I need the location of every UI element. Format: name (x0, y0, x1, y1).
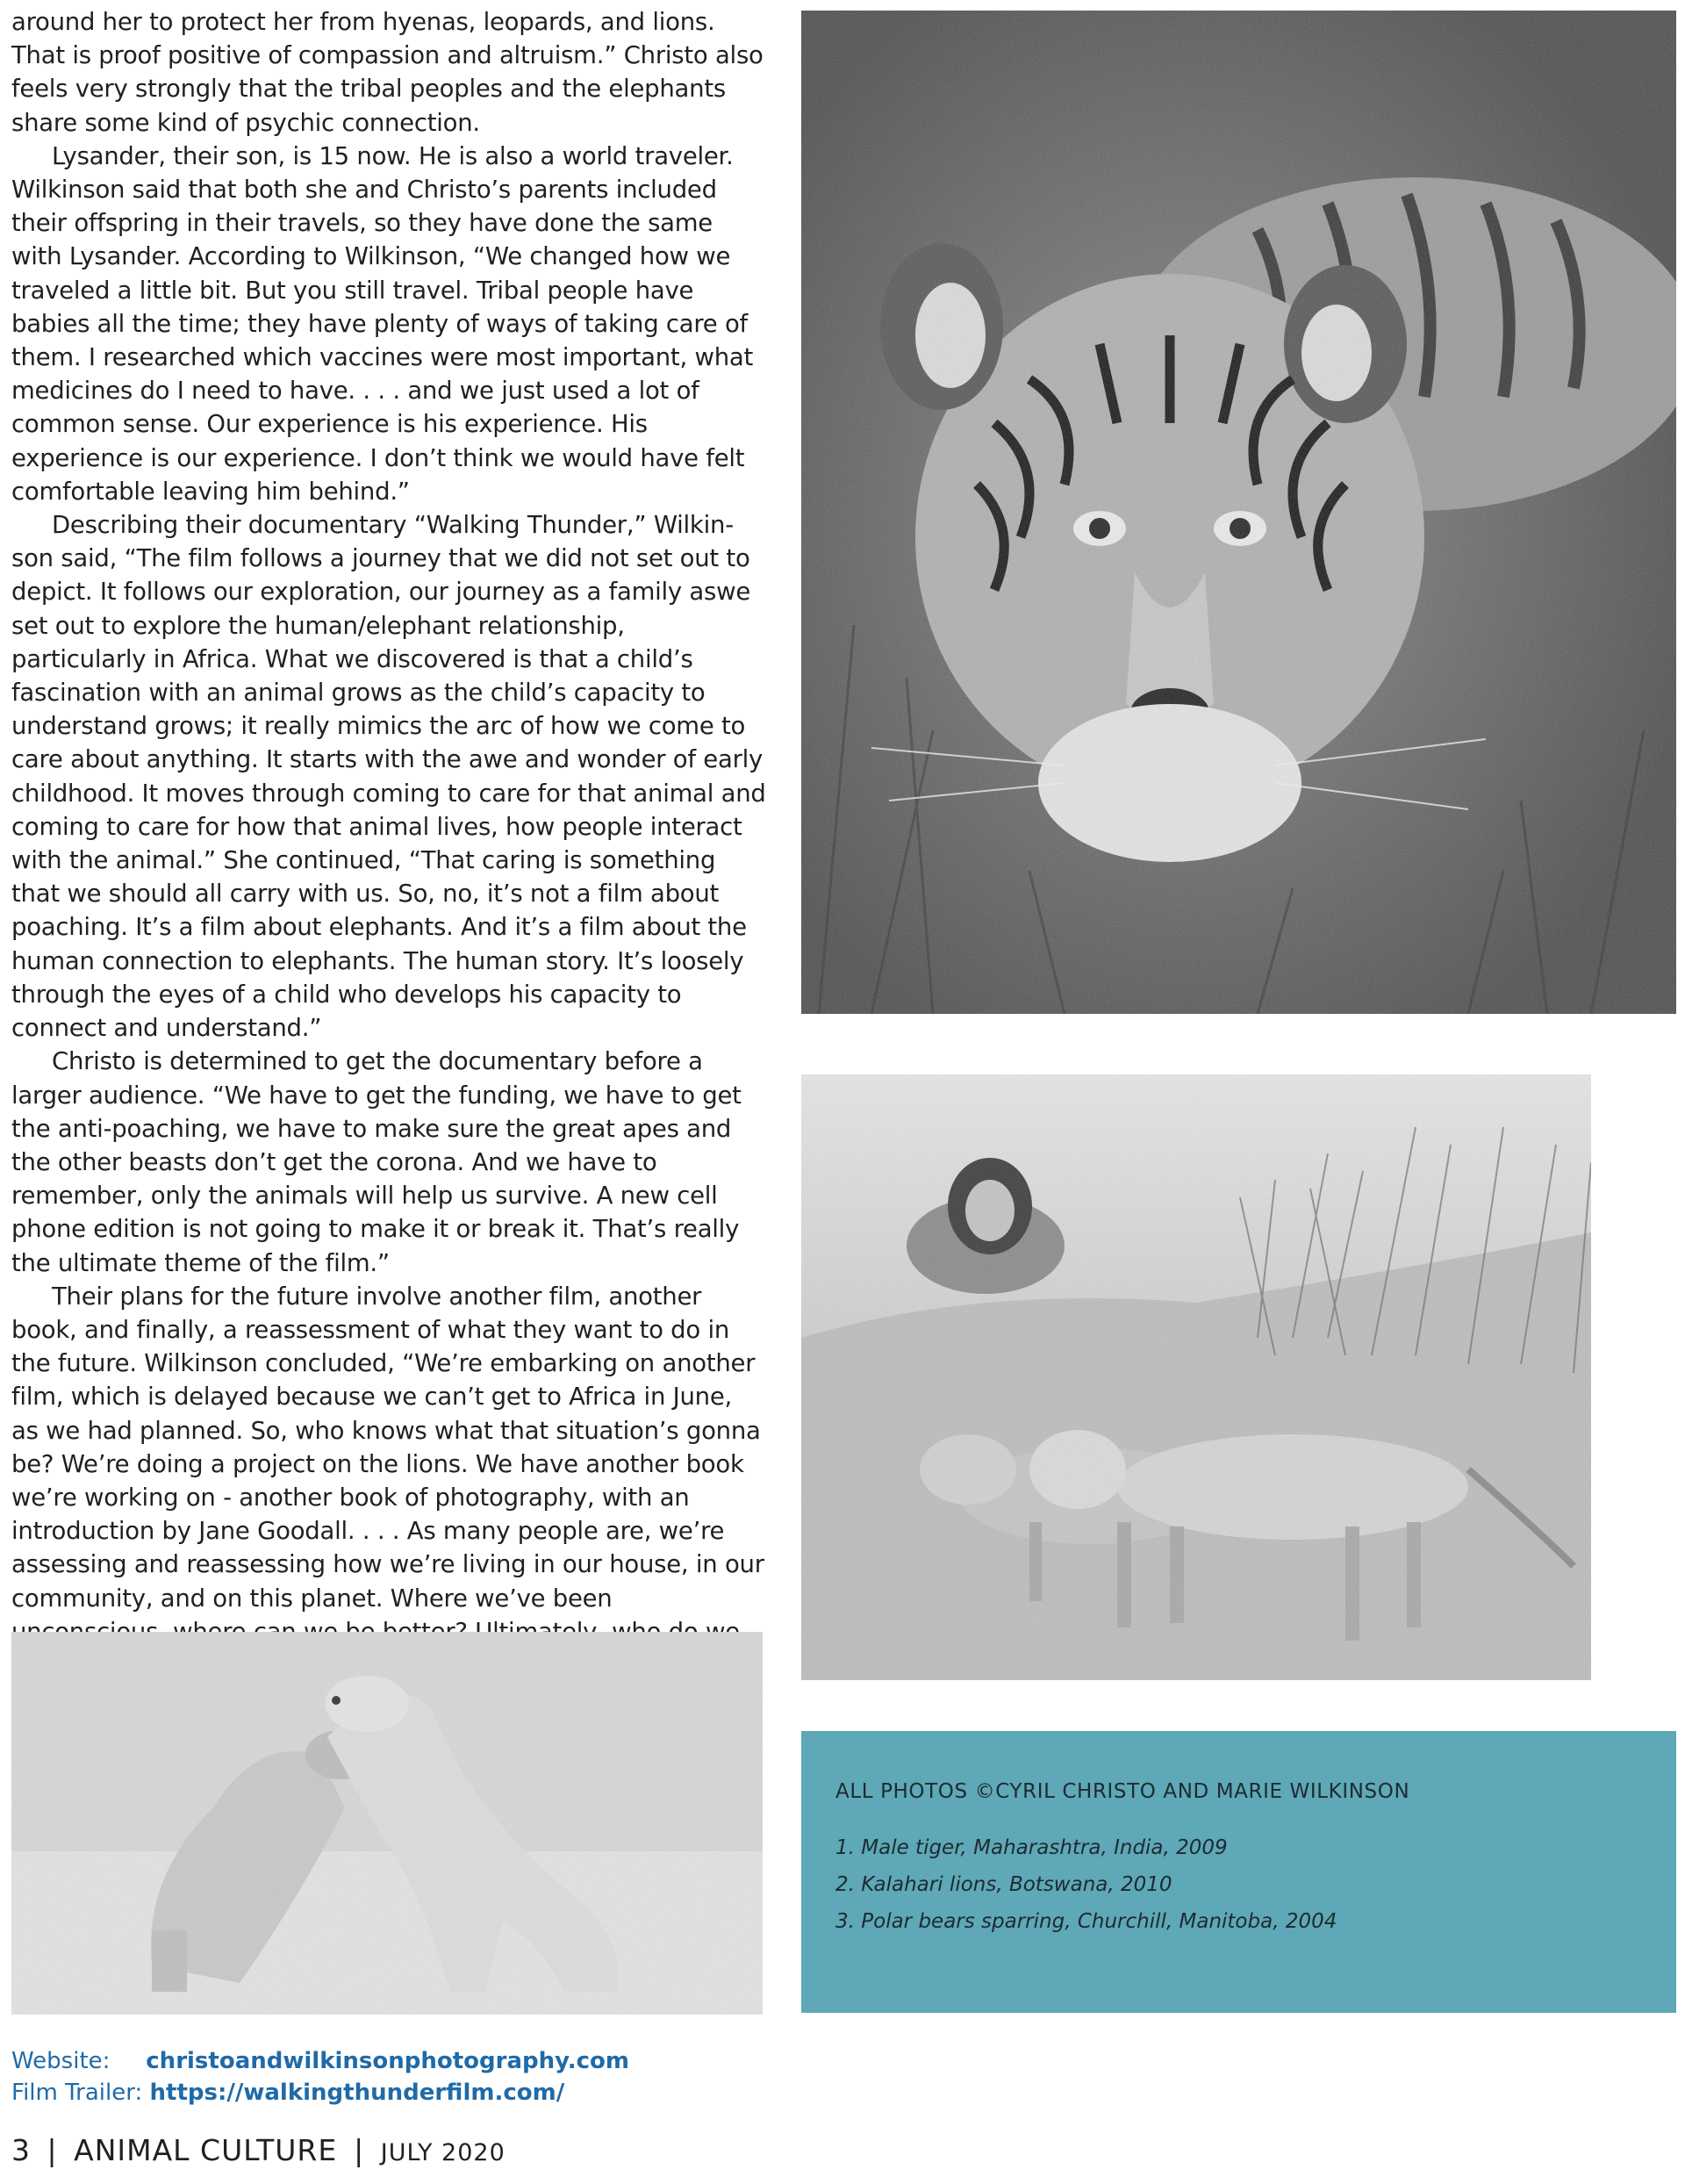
issue-date: JULY 2020 (380, 2139, 506, 2166)
film-trailer-link[interactable]: https://walkingthunderfilm.com/ (149, 2080, 565, 2106)
article-paragraph: around her to protect her from hyenas, leopards, and lions. That is proof positive of compassion and altruism.” Christo also feels very strongly that the tribal peoples and the elephants share some kind of psychic connection. (11, 8, 764, 137)
links-section (11, 2045, 629, 2109)
photo-caption-item: 2. Kalahari lions, Botswana, 2010 (835, 1873, 1172, 1896)
article-paragraph: Lysander, their son, is 15 now. He is also a world traveler. Wilkinson said that both she and Christo’s parents included their offspring in their travels, so they have done the same with Lysander. According to Wilkinson, “We changed how we traveled a little bit. But you still travel. Tribal people have babies all the time; they have plenty of ways of taking care of them. I researched which vaccines were most important, what medicines do I need to have. . . . and we just used a lot of common sense. Our experience is his experience. His experience is our experience. I don’t think we would have felt comfortable leaving him behind.” (11, 141, 754, 506)
footer-separator: | (47, 2133, 58, 2167)
photo-caption-list (835, 1829, 1676, 1940)
polar-bears-photo (11, 1632, 763, 2015)
photo-credits-heading: ALL PHOTOS ©CYRIL CHRISTO AND MARIE WILKINSON (835, 1780, 1410, 1803)
page-number: 3 (11, 2133, 31, 2167)
photo-caption-item: 3. Polar bears sparring, Churchill, Manitoba, 2004 (835, 1910, 1337, 1933)
article-body (11, 5, 766, 1682)
film-trailer-label: Film Trailer: (11, 2080, 143, 2106)
magazine-title: ANIMAL CULTURE (74, 2133, 338, 2167)
tiger-photo (801, 11, 1676, 1014)
photo-caption-item: 1. Male tiger, Maharashtra, India, 2009 (835, 1836, 1228, 1859)
article-paragraph: Describing their documentary “Walking Thunder,” Wilkinson said, “The film follows a journey that we did not set out to depict. It follows our exploration, our journey as a family aswe set out to explore the human/elephant relationship, particularly in Africa. What we discovered is that a child’s fascination with an animal grows as the child’s capacity to understand grows; it really mimics the arc of how we come to care about anything. It starts with the awe and wonder of early childhood. It moves through coming to care for that animal and coming to care for how that animal lives, how people interact with the animal.” She continued, “That caring is something that we should all carry with us. So, no, it’s not a film about poaching. It’s a film about elephants. And it’s a film about the human connection to elephants. The human story. It’s loosely through the eyes of a child who develops his capacity to connect and understand.” (11, 511, 766, 1043)
article-paragraph: Christo is determined to get the documentary before a larger audience. “We have to get the funding, we have to get the anti-poaching, we have to make sure the great apes and the other beasts don’t get the corona. And we have to remember, only the animals will help us survive. A new cell phone edition is not going to make it or break it. That’s really the ultimate theme of the film.” (11, 1047, 742, 1277)
lions-photo (801, 1074, 1591, 1680)
website-row (11, 2045, 629, 2077)
photo-credits-box (801, 1731, 1676, 2013)
website-label: Website: (11, 2048, 111, 2074)
page-footer (11, 2133, 506, 2167)
website-link[interactable]: christoandwilkinsonphotography.com (146, 2048, 629, 2074)
article-paragraph: Their plans for the future involve another film, another book, and finally, a reassessment of what they want to do in the future. Wilkinson concluded, “We’re embarking on another film, which is delayed because we can’t get to Africa in June, as we had planned. So, who knows what that situation’s gonna be? We’re doing a project on the lions. We have another book we’re working on - another book of photography, with an introduction by Jane Goodall. . . . As many people are, we’re assessing and reassessing how we’re living in our house, in our community, and on this planet. Where we’ve been (11, 1282, 764, 1613)
footer-separator: | (354, 2133, 364, 2167)
film-trailer-row (11, 2077, 629, 2109)
